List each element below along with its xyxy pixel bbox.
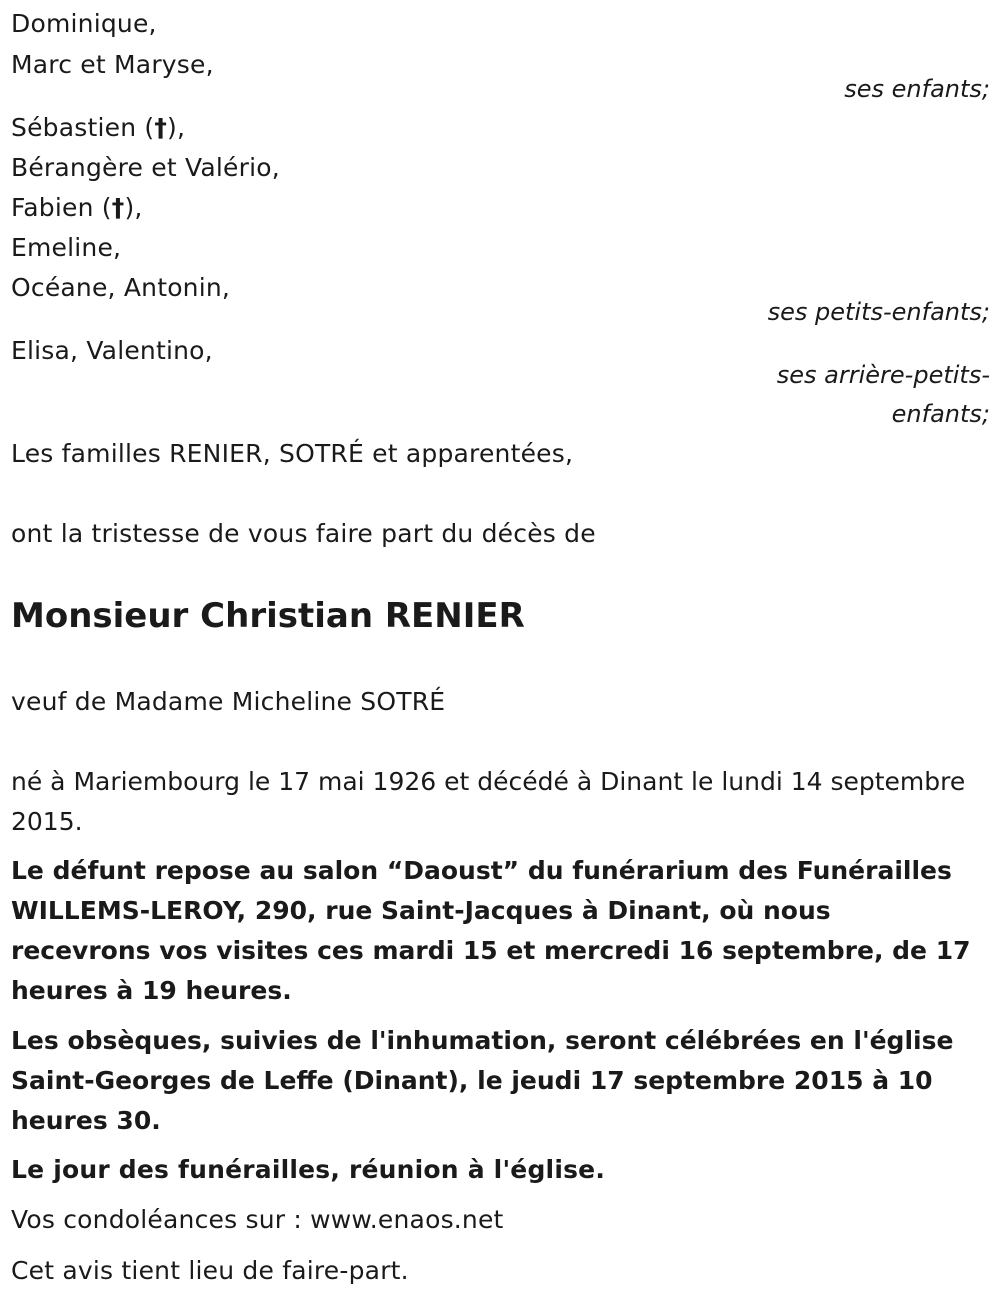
great-grandchildren-label-line2: enfants;: [891, 400, 990, 428]
gathering-line: Le jour des funérailles, réunion à l'église.: [11, 1155, 606, 1184]
grandchild-berangere: Bérangère et Valério,: [11, 153, 280, 182]
condolences-line: Vos condoléances sur : www.enaos.net: [11, 1205, 504, 1234]
visitation-paragraph: Le défunt repose au salon “Daoust” du funérarium des Funérailles WILLEMS-LEROY, 290, rue Saint-Jacques à Dinant, où nous recevrons vos visites ces mardi 15 et mercredi 16 septembre, de 17 heures à 19 heures.: [11, 856, 971, 1005]
widower-line: veuf de Madame Micheline SOTRÉ: [11, 687, 446, 716]
notice-line: Cet avis tient lieu de faire-part.: [11, 1256, 409, 1285]
child-name-dominique: Dominique,: [11, 9, 157, 38]
grandchild-sebastien-close: ),: [167, 113, 186, 142]
birth-death-paragraph: né à Mariembourg le 17 mai 1926 et décédé à Dinant le lundi 14 septembre 2015.: [11, 767, 966, 836]
child-name-marc-maryse: Marc et Maryse,: [11, 50, 214, 79]
grandchild-fabien: [11, 188, 143, 228]
grandchildren-label: ses petits-enfants;: [767, 298, 990, 326]
cross-icon: †: [154, 113, 168, 142]
cross-icon: †: [111, 193, 125, 222]
funeral-paragraph: Les obsèques, suivies de l'inhumation, seront célébrées en l'église Saint-Georges de Leffe (Dinant), le jeudi 17 septembre 2015 à 10 heures 30.: [11, 1026, 954, 1135]
great-grandchildren-label-line1: ses arrière-petits-: [776, 361, 990, 389]
grandchild-sebastien: [11, 108, 185, 148]
children-label: ses enfants;: [844, 75, 990, 103]
deceased-name: Monsieur Christian RENIER: [11, 596, 525, 636]
grandchild-sebastien-name: Sébastien (: [11, 113, 155, 142]
grandchild-fabien-name: Fabien (: [11, 193, 112, 222]
grandchild-fabien-close: ),: [124, 193, 143, 222]
families-line: Les familles RENIER, SOTRÉ et apparentées,: [11, 439, 574, 468]
grandchild-oceane: Océane, Antonin,: [11, 273, 231, 302]
great-grandchildren-names: Elisa, Valentino,: [11, 336, 213, 365]
grandchild-emeline: Emeline,: [11, 233, 122, 262]
announcement-line: ont la tristesse de vous faire part du décès de: [11, 519, 596, 548]
